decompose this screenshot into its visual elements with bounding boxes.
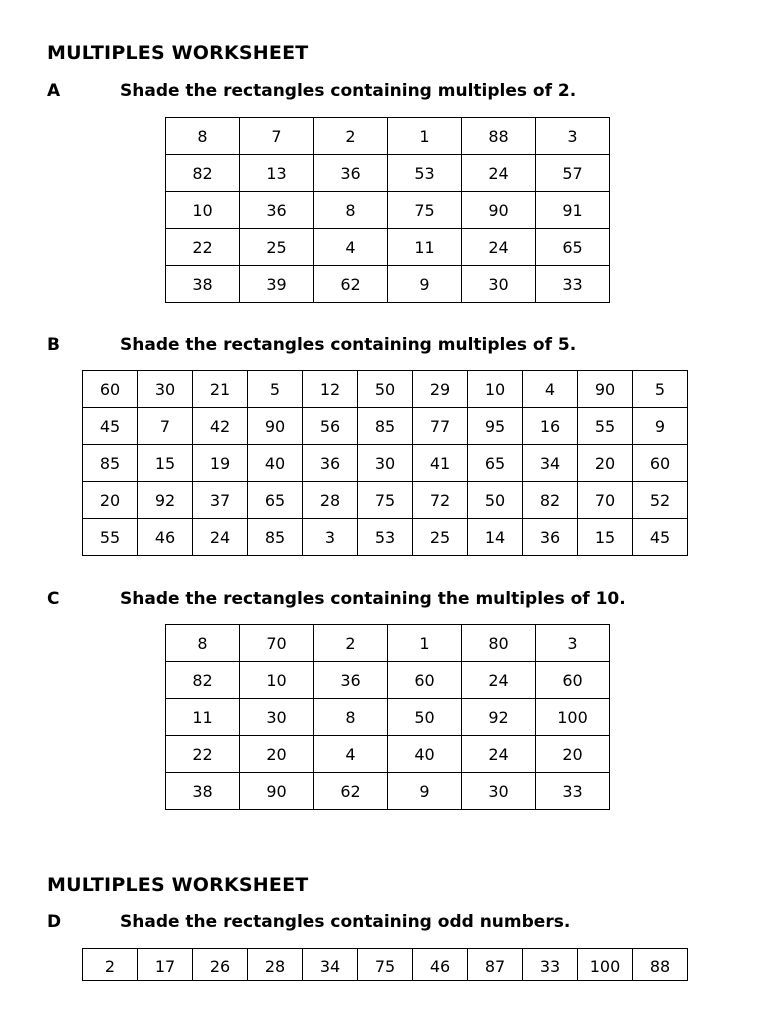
grid-cell: 88 — [633, 949, 688, 981]
grid-cell: 85 — [358, 408, 413, 445]
grid-cell: 75 — [358, 949, 413, 981]
grid-cell: 24 — [462, 736, 536, 773]
worksheet-title-page-2: MULTIPLES WORKSHEET — [47, 874, 309, 896]
grid-cell: 50 — [388, 699, 462, 736]
grid-cell: 88 — [462, 118, 536, 155]
grid-cell: 8 — [314, 699, 388, 736]
grid-cell: 30 — [462, 266, 536, 303]
grid-cell: 13 — [240, 155, 314, 192]
grid-cell: 24 — [462, 155, 536, 192]
grid-row — [83, 949, 688, 981]
grid-cell: 19 — [193, 445, 248, 482]
grid-cell: 10 — [240, 662, 314, 699]
question-letter-c: C — [47, 589, 60, 609]
grid-cell: 38 — [166, 266, 240, 303]
grid-cell: 30 — [358, 445, 413, 482]
grid-cell: 22 — [166, 229, 240, 266]
grid-cell: 87 — [468, 949, 523, 981]
grid-cell: 60 — [536, 662, 610, 699]
grid-cell: 37 — [193, 482, 248, 519]
grid-cell: 45 — [83, 408, 138, 445]
grid-cell: 3 — [536, 625, 610, 662]
grid-cell: 62 — [314, 266, 388, 303]
grid-cell: 11 — [166, 699, 240, 736]
grid-cell: 1 — [388, 625, 462, 662]
grid-cell: 9 — [633, 408, 688, 445]
grid-cell: 46 — [413, 949, 468, 981]
grid-cell: 8 — [166, 118, 240, 155]
grid-row — [83, 445, 688, 482]
grid-cell: 4 — [523, 371, 578, 408]
grid-cell: 70 — [240, 625, 314, 662]
grid-cell: 29 — [413, 371, 468, 408]
number-grid-d — [82, 948, 688, 981]
grid-row — [166, 699, 610, 736]
grid-cell: 52 — [633, 482, 688, 519]
grid-cell: 24 — [462, 662, 536, 699]
grid-cell: 65 — [536, 229, 610, 266]
number-grid-b — [82, 370, 688, 556]
grid-row — [166, 625, 610, 662]
grid-cell: 45 — [633, 519, 688, 556]
grid-cell: 40 — [388, 736, 462, 773]
grid-cell: 4 — [314, 736, 388, 773]
number-grid-c — [165, 624, 610, 810]
grid-cell: 36 — [314, 155, 388, 192]
grid-cell: 2 — [83, 949, 138, 981]
grid-cell: 3 — [536, 118, 610, 155]
grid-cell: 60 — [633, 445, 688, 482]
grid-cell: 8 — [166, 625, 240, 662]
grid-cell: 33 — [523, 949, 578, 981]
grid-cell: 25 — [240, 229, 314, 266]
grid-cell: 15 — [578, 519, 633, 556]
grid-cell: 24 — [193, 519, 248, 556]
grid-cell: 39 — [240, 266, 314, 303]
grid-cell: 62 — [314, 773, 388, 810]
grid-cell: 72 — [413, 482, 468, 519]
grid-cell: 9 — [388, 266, 462, 303]
grid-cell: 33 — [536, 266, 610, 303]
grid-cell: 12 — [303, 371, 358, 408]
number-grid-a — [165, 117, 610, 303]
grid-cell: 22 — [166, 736, 240, 773]
grid-cell: 20 — [536, 736, 610, 773]
grid-cell: 36 — [523, 519, 578, 556]
question-letter-a: A — [47, 81, 61, 101]
grid-cell: 28 — [248, 949, 303, 981]
grid-cell: 60 — [83, 371, 138, 408]
grid-cell: 42 — [193, 408, 248, 445]
grid-cell: 3 — [303, 519, 358, 556]
grid-cell: 41 — [413, 445, 468, 482]
question-letter-d: D — [47, 912, 62, 932]
grid-cell: 34 — [523, 445, 578, 482]
grid-cell: 82 — [166, 155, 240, 192]
question-instruction-b: Shade the rectangles containing multiples of 5. — [120, 335, 577, 355]
grid-cell: 28 — [303, 482, 358, 519]
grid-cell: 17 — [138, 949, 193, 981]
grid-cell: 11 — [388, 229, 462, 266]
grid-cell: 90 — [462, 192, 536, 229]
grid-cell: 30 — [138, 371, 193, 408]
grid-cell: 1 — [388, 118, 462, 155]
grid-cell: 20 — [83, 482, 138, 519]
grid-cell: 53 — [388, 155, 462, 192]
grid-cell: 38 — [166, 773, 240, 810]
grid-row — [166, 229, 610, 266]
grid-cell: 8 — [314, 192, 388, 229]
grid-cell: 70 — [578, 482, 633, 519]
grid-cell: 25 — [413, 519, 468, 556]
grid-cell: 9 — [388, 773, 462, 810]
grid-cell: 65 — [248, 482, 303, 519]
grid-cell: 91 — [536, 192, 610, 229]
grid-cell: 65 — [468, 445, 523, 482]
grid-cell: 50 — [358, 371, 413, 408]
grid-cell: 80 — [462, 625, 536, 662]
grid-cell: 53 — [358, 519, 413, 556]
worksheet-title: MULTIPLES WORKSHEET — [47, 42, 309, 64]
grid-cell: 2 — [314, 118, 388, 155]
grid-cell: 7 — [240, 118, 314, 155]
grid-cell: 50 — [468, 482, 523, 519]
grid-cell: 85 — [83, 445, 138, 482]
grid-row — [83, 519, 688, 556]
grid-cell: 7 — [138, 408, 193, 445]
grid-row — [83, 408, 688, 445]
grid-cell: 5 — [248, 371, 303, 408]
grid-cell: 92 — [462, 699, 536, 736]
question-instruction-c: Shade the rectangles containing the multiples of 10. — [120, 589, 626, 609]
grid-cell: 55 — [83, 519, 138, 556]
grid-cell: 2 — [314, 625, 388, 662]
question-letter-b: B — [47, 335, 60, 355]
grid-cell: 100 — [578, 949, 633, 981]
grid-cell: 85 — [248, 519, 303, 556]
grid-row — [83, 482, 688, 519]
grid-row — [166, 118, 610, 155]
grid-cell: 26 — [193, 949, 248, 981]
grid-cell: 15 — [138, 445, 193, 482]
grid-cell: 4 — [314, 229, 388, 266]
grid-cell: 36 — [314, 662, 388, 699]
grid-cell: 36 — [303, 445, 358, 482]
grid-cell: 21 — [193, 371, 248, 408]
grid-cell: 10 — [166, 192, 240, 229]
question-instruction-a: Shade the rectangles containing multiples of 2. — [120, 81, 577, 101]
grid-cell: 95 — [468, 408, 523, 445]
grid-row — [166, 192, 610, 229]
grid-row — [83, 371, 688, 408]
grid-row — [166, 266, 610, 303]
grid-cell: 60 — [388, 662, 462, 699]
grid-cell: 90 — [248, 408, 303, 445]
grid-cell: 77 — [413, 408, 468, 445]
grid-cell: 90 — [240, 773, 314, 810]
grid-cell: 36 — [240, 192, 314, 229]
grid-cell: 75 — [358, 482, 413, 519]
grid-cell: 20 — [240, 736, 314, 773]
grid-cell: 75 — [388, 192, 462, 229]
grid-cell: 20 — [578, 445, 633, 482]
grid-cell: 56 — [303, 408, 358, 445]
grid-cell: 30 — [240, 699, 314, 736]
grid-cell: 30 — [462, 773, 536, 810]
grid-cell: 82 — [166, 662, 240, 699]
grid-row — [166, 155, 610, 192]
grid-cell: 10 — [468, 371, 523, 408]
grid-cell: 92 — [138, 482, 193, 519]
grid-cell: 14 — [468, 519, 523, 556]
grid-row — [166, 662, 610, 699]
grid-cell: 33 — [536, 773, 610, 810]
grid-cell: 90 — [578, 371, 633, 408]
grid-cell: 5 — [633, 371, 688, 408]
grid-cell: 34 — [303, 949, 358, 981]
grid-row — [166, 736, 610, 773]
grid-cell: 16 — [523, 408, 578, 445]
grid-cell: 82 — [523, 482, 578, 519]
grid-cell: 100 — [536, 699, 610, 736]
grid-cell: 24 — [462, 229, 536, 266]
grid-cell: 55 — [578, 408, 633, 445]
question-instruction-d: Shade the rectangles containing odd numbers. — [120, 912, 571, 932]
grid-row — [166, 773, 610, 810]
grid-cell: 46 — [138, 519, 193, 556]
grid-cell: 57 — [536, 155, 610, 192]
grid-cell: 40 — [248, 445, 303, 482]
